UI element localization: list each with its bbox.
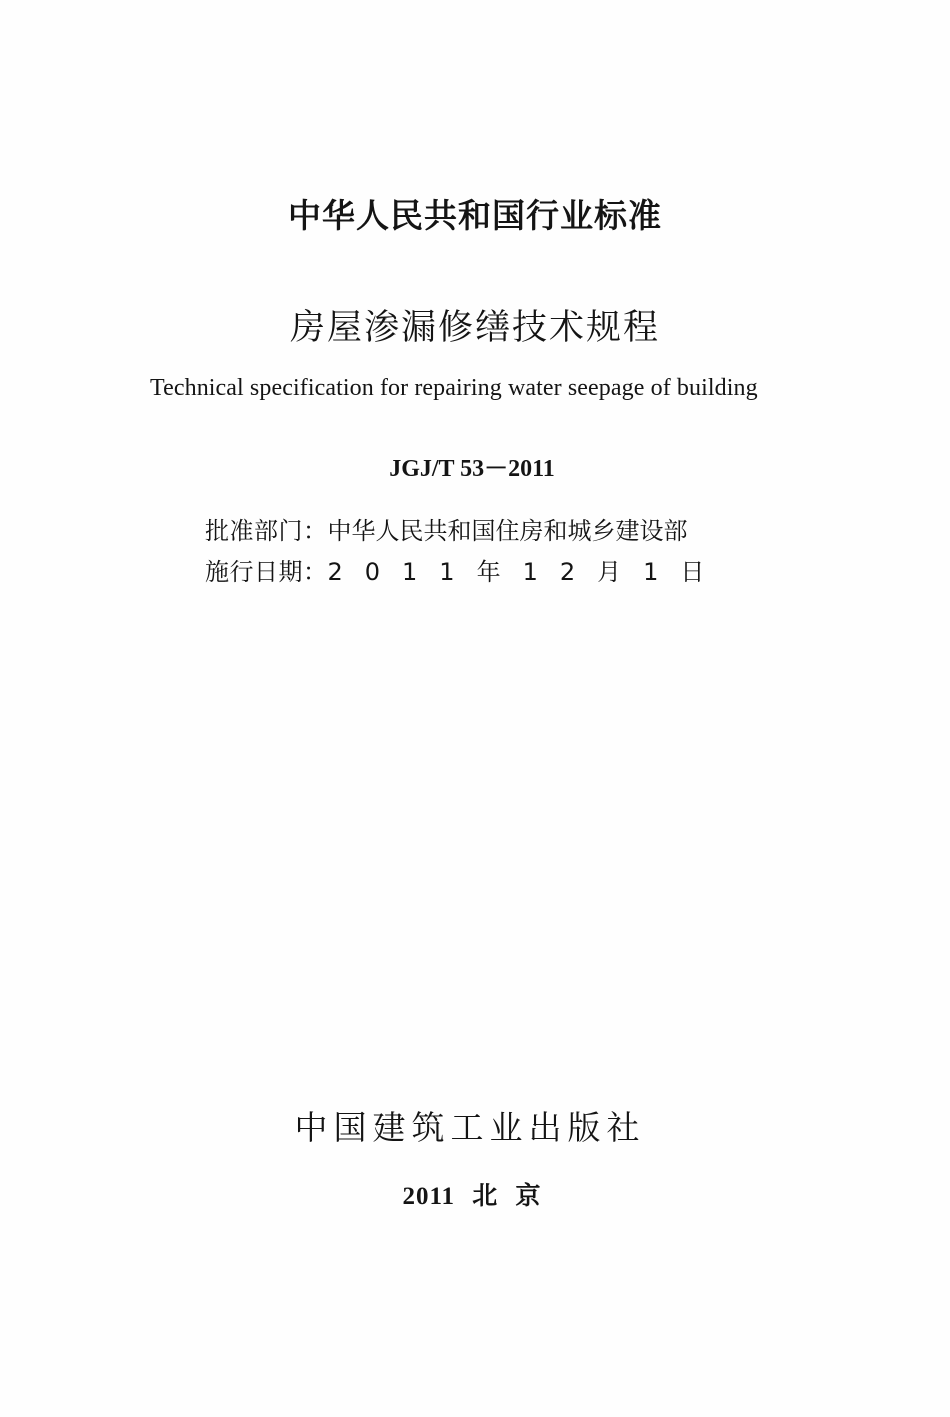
approval-label: 批准部门： xyxy=(205,517,328,545)
title-chinese: 房屋渗漏修缮技术规程 xyxy=(289,308,660,348)
effective-date-value: 2011年12月1日 xyxy=(327,558,727,586)
approval-department xyxy=(205,511,688,546)
approval-value: 中华人民共和国住房和城乡建设部 xyxy=(327,517,688,545)
publisher: 中国建筑工业出版社 xyxy=(294,1108,646,1147)
place-year: 2011 北 京 xyxy=(402,1183,542,1210)
standard-code: JGJ/T 53－2011 xyxy=(389,456,555,482)
effective-date xyxy=(205,552,726,587)
title-english: Technical specification for repairing water seepage of building xyxy=(150,375,758,401)
standard-category: 中华人民共和国行业标准 xyxy=(288,196,662,235)
effective-date-label: 施行日期： xyxy=(205,558,328,586)
